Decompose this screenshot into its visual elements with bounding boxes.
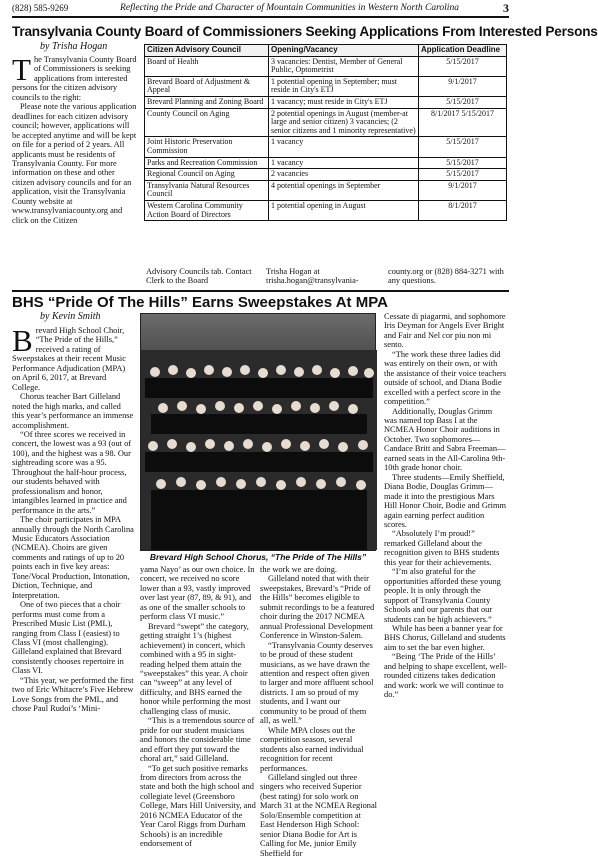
- cell-opening: 1 potential opening in September; must reside in City's ETJ: [269, 76, 419, 96]
- cell-deadline: 9/1/2017: [419, 180, 507, 200]
- article1-continued-1: Advisory Councils tab. Contact Clerk to the Board: [146, 267, 252, 286]
- page-number: 3: [503, 0, 509, 15]
- drop-cap: T: [12, 52, 31, 87]
- paragraph: While MPA closes out the competition season, several students also earned individual recognition for recent performances.: [260, 725, 364, 773]
- cell-opening: 1 vacancy: [269, 157, 419, 169]
- header-tagline: Reflecting the Pride and Character of Mountain Communities in Western North Carolina: [120, 3, 459, 13]
- article2-column-4: [384, 312, 507, 800]
- paragraph: Brevard “swept” the category, getting straight 1’s (highest achievement) in concert, which combined with a 95 in sight-reading helped them attain the “sweepstakes” this year. A choir can “sweep” at any level of difficulty, and BHS earned the honor while performing the most challenging class of music.: [140, 621, 251, 716]
- cell-deadline: 5/15/2017: [419, 169, 507, 181]
- paragraph: “This year, we performed the first two of Eric Whitacre’s Five Hebrew Love Songs from the PML, and chose Paul Rudoi’s ‘Mini-: [12, 675, 134, 714]
- article2-drop-cap: B: [12, 323, 33, 358]
- paragraph: “Being ‘The Pride of the Hills’ and helping to shape excellent, well-rounded citizens takes dedication and work: work we will continue to do.”: [384, 652, 507, 700]
- table-row: [145, 56, 507, 76]
- th-deadline: Application Deadline: [419, 45, 507, 57]
- cell-council: County Council on Aging: [145, 108, 269, 137]
- cell-council: Brevard Board of Adjustment & Appeal: [145, 76, 269, 96]
- photo-caption: Brevard High School Chorus, “The Pride of The Hills”: [149, 552, 367, 562]
- paragraph: “I’m also grateful for the opportunities afforded these young people. It is only through the support of Transylvania County Schools and our parents that our students can be high achievers.”: [384, 567, 501, 624]
- table-body: [145, 56, 507, 221]
- advisory-council-table: [144, 44, 507, 221]
- paragraph: Three students—Emily Sheffield, Diana Bodie, Douglas Grimm—made it into the prestigious Mars Hill Honor Choir, Bodie and Grimm again earning perfect audition scores.: [384, 472, 507, 529]
- article2-byline: by Kevin Smith: [40, 311, 101, 322]
- article2-column-1: [12, 323, 134, 800]
- cell-council: Regional Council on Aging: [145, 169, 269, 181]
- cell-deadline: 5/15/2017: [419, 137, 507, 157]
- paragraph: the work we are doing.: [260, 565, 337, 574]
- paragraph: Additionally, Douglas Grimm was named top Bass I at the NCMEA Honor Choir auditions in October. Two sophomores—Candace Britt and Sabra Freeman—earned seats in the All-Carolina 9th-10th grade honor choir.: [384, 406, 506, 473]
- table-row: [145, 180, 507, 200]
- paragraph: “To get such positive remarks from directors from across the state and both the high school and collegiate level (Greensboro College, Mars Hill University, and 2016 NCMEA Educator of the Year Carol Riggs from Durham Schools) is an incredible endorsement of: [140, 763, 256, 849]
- paragraph: revard High School Choir, “The Pride of the Hills,” received a rating of Sweepstakes at their recent Music Performance Adjudication (MPA) on April 6, 2017, at Brevard College.: [12, 326, 126, 392]
- cell-opening: 4 potential openings in September: [269, 180, 419, 200]
- article2-column-3: [260, 565, 377, 858]
- table-row: [145, 76, 507, 96]
- table-row: [145, 96, 507, 108]
- paragraph: One of two pieces that a choir performs must come from a Prescribed Music List (PML), ranging from Class I (easiest) to Class VI (most challenging). Gilleland explained that Brevard consistently chooses repertoire in Class VI.: [12, 600, 124, 676]
- paragraph: “The work these three ladies did was entirely on their own, or with the assistance of their voice teachers outside of school, and Diana Bodie excelled with a perfect score in the competition.”: [384, 349, 507, 407]
- page-header: [12, 1, 509, 15]
- paragraph: “This is a tremendous source of pride for our student musicians and honors the considerable time and effort they put toward the choral art,” said Gilleland.: [140, 716, 255, 764]
- paragraph: “Transylvania County deserves to be proud of these student musicians, as we have drawn the attention and respect often given to larger and more affluent school districts. I am so proud of my students, and I want our community to be proud of them all, as well.”: [260, 640, 374, 726]
- table-row: [145, 169, 507, 181]
- paragraph: yama Nayo’ as our own choice. In concert, we received no score lower than a 93, vastly improved over last year (87, 89, & 91), and as one of the smaller schools to perform class VI music.”: [140, 565, 255, 622]
- th-council: Citizen Advisory Council: [145, 45, 269, 57]
- article1-continued-3: county.org or (828) 884-3271 with any questions.: [388, 267, 504, 286]
- cell-deadline: 5/15/2017: [419, 157, 507, 169]
- table-row: [145, 157, 507, 169]
- paragraph: Cessate di piagarmi, and sophomore Iris Deyman for Angels Ever Bright and Fair and Nel cor piu non mi sento.: [384, 312, 506, 350]
- table-row: [145, 137, 507, 157]
- table-row: [145, 108, 507, 137]
- section-rule: [12, 290, 509, 292]
- paragraph: While has been a banner year for BHS Chorus, Gilleland and students aim to set the bar even higher.: [384, 623, 506, 652]
- cell-deadline: 5/15/2017: [419, 96, 507, 108]
- cell-council: Transylvania Natural Resources Council: [145, 180, 269, 200]
- article1-byline: by Trisha Hogan: [40, 41, 108, 52]
- article2-column-2: [140, 565, 256, 849]
- cell-council: Board of Health: [145, 56, 269, 76]
- paragraph: “Absolutely I’m proud!” remarked Gilleland about the recognition given to BHS students this year for their achievements.: [384, 529, 500, 567]
- paragraph: The choir participates in MPA annually through the North Carolina Music Educators Association (NCMEA). Choirs are given comments and ratings of up to 20 points each in five key areas: Tone/Vocal Production, Intonation, Diction, Technique, and Interpretation.: [12, 515, 134, 600]
- cell-deadline: 9/1/2017: [419, 76, 507, 96]
- choir-photo-image: [141, 350, 377, 550]
- article1-continued-2: Trisha Hogan at trisha.hogan@transylvania-: [266, 267, 359, 286]
- header-rule: [12, 16, 509, 18]
- paragraph: Gilleland noted that with their sweepstakes, Brevard’s “Pride of the Hills” becomes eligible to submit recordings to be a featured choir during the 2017 NCMEA annual Professional Development Conference in Winston-Salem.: [260, 574, 375, 641]
- cell-opening: 3 vacancies: Dentist, Member of General Public, Optometrist: [269, 56, 419, 76]
- table-row: [145, 200, 507, 220]
- paragraph: Chorus teacher Bart Gilleland noted the high marks, and called this year’s performance an immense accomplishment.: [12, 392, 134, 430]
- choir-photo: [140, 313, 376, 551]
- cell-deadline: 8/1/2017 5/15/2017: [419, 108, 507, 137]
- header-phone: (828) 585-9269: [12, 3, 69, 13]
- cell-council: Parks and Recreation Commission: [145, 157, 269, 169]
- paragraph: Gilleland singled out three singers who received Superior (best rating) for solo work on March 31 at the NCMEA Regional Solo/Ensemble competition at East Henderson High School: senior Diana Bodie for Art is Calling for Me, junior Emily Sheffield for: [260, 772, 377, 858]
- article1-body: [12, 52, 138, 267]
- cell-deadline: 5/15/2017: [419, 56, 507, 76]
- cell-council: Western Carolina Community Action Board of Directors: [145, 200, 269, 220]
- cell-opening: 2 vacancies: [269, 169, 419, 181]
- cell-council: Brevard Planning and Zoning Board: [145, 96, 269, 108]
- th-opening: Opening/Vacancy: [269, 45, 419, 57]
- paragraph: “Of three scores we received in concert, the lowest was a 93 (out of 100), and the highest was a 98. Our sightreading score was a 95. Throughout the half-hour process, our students behaved with professionalism and honor, intangibles learned in practice and performance in the arts.”: [12, 429, 132, 515]
- article1-para2: Please note the various application deadlines for each citizen advisory council; however, applications will be accepted anytime and will be kept on file for a period of 2 years. All applicants must be residents of Transylvania County. For more information on these and other citizen advisory councils and for an application, visit the Transylvania County website at www.transylvaniacounty.org and click on the Citizen: [12, 102, 137, 225]
- table-header-row: [145, 45, 507, 57]
- article1-headline: Transylvania County Board of Commissioners Seeking Applications From Interested Persons: [12, 24, 598, 39]
- cell-opening: 2 potential openings in August (member-at large and senior citizen) 3 vacancies; (2 senior citizens and 1 minority representative): [269, 108, 419, 137]
- cell-opening: 1 vacancy; must reside in City's ETJ: [269, 96, 419, 108]
- cell-opening: 1 potential opening in August: [269, 200, 419, 220]
- article2-headline: BHS “Pride Of The Hills” Earns Sweepstakes At MPA: [12, 294, 388, 311]
- cell-opening: 1 vacancy: [269, 137, 419, 157]
- cell-deadline: 8/1/2017: [419, 200, 507, 220]
- cell-council: Joint Historic Preservation Commission: [145, 137, 269, 157]
- article1-para1: he Transylvania County Board of Commissioners is seeking applications from interested persons for the citizen advisory councils to the right:: [12, 55, 137, 102]
